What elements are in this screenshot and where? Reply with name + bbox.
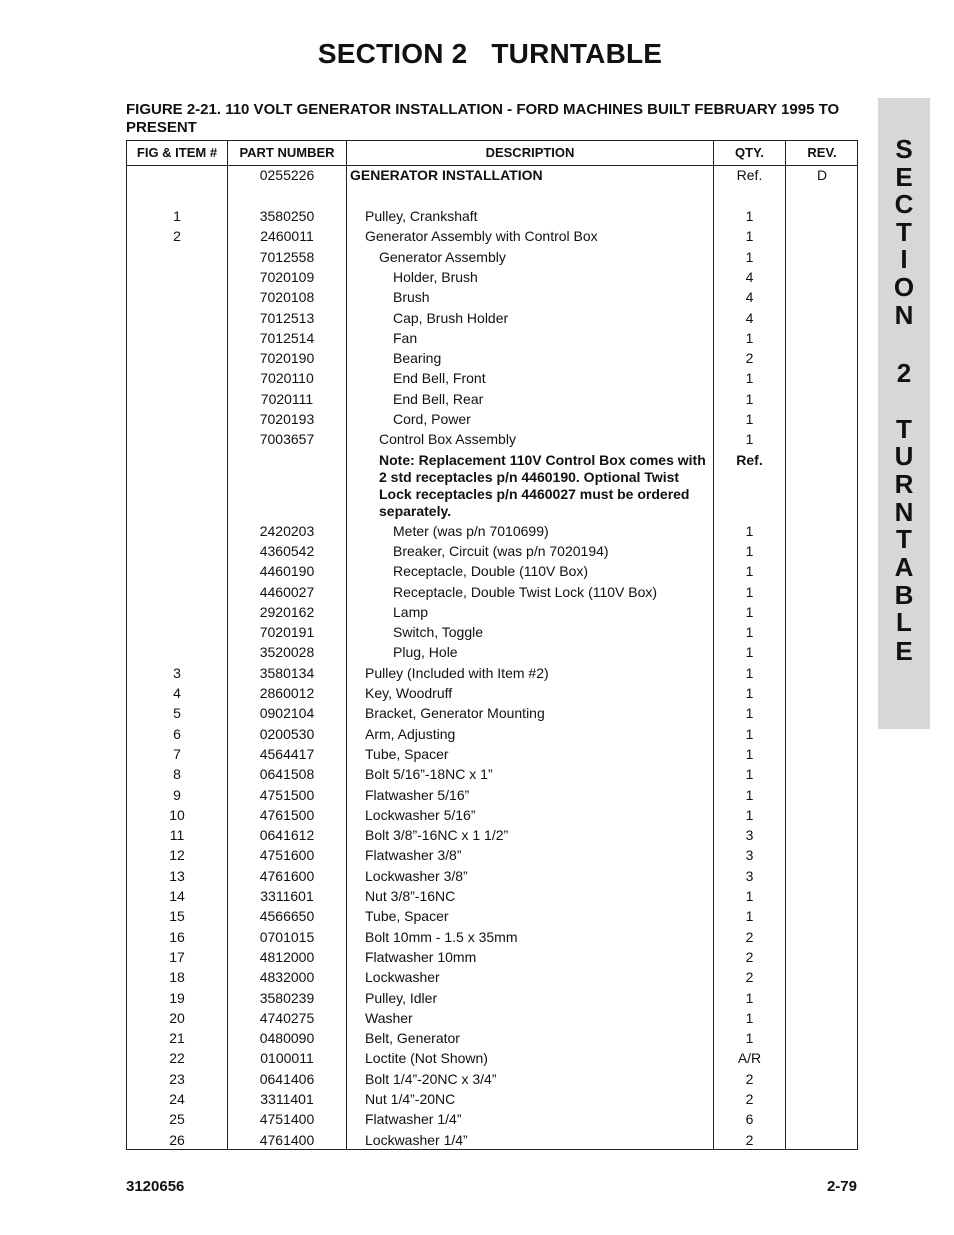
qty-cell: 1: [745, 685, 754, 701]
fig-item-cell: 8: [173, 766, 181, 783]
description-cell: Tube, Spacer: [365, 745, 449, 762]
fig-item-cell: 16: [169, 928, 185, 945]
page-number: 2-79: [826, 1178, 857, 1195]
fig-item-cell: 15: [169, 908, 185, 925]
qty-cell: 2: [745, 1131, 754, 1148]
fig-item-cell: 1: [173, 208, 181, 224]
part-number-cell: 4751500: [259, 786, 315, 803]
qty-cell: 1: [745, 603, 754, 620]
part-number-cell: 3311601: [260, 888, 314, 904]
description-cell: Lockwasher: [365, 969, 440, 986]
description-cell: End Bell, Front: [393, 370, 486, 387]
description-cell: Pulley (Included with Item #2): [365, 664, 549, 681]
description-cell: Receptacle, Double Twist Lock (110V Box): [393, 583, 658, 600]
document-number: 3120656: [126, 1178, 185, 1195]
qty-cell: 1: [745, 248, 754, 265]
column-header-qty: QTY.: [735, 145, 764, 160]
description-cell: Arm, Adjusting: [365, 725, 456, 742]
description-cell: Meter (was p/n 7010699): [393, 522, 549, 539]
part-number-cell: 7003657: [259, 431, 315, 448]
side-tab-letter: E: [895, 162, 913, 192]
part-number-cell: 2460011: [260, 228, 314, 245]
description-cell: Nut 1/4”-20NC: [365, 1091, 456, 1107]
part-number-cell: 4812000: [259, 948, 315, 965]
qty-cell: 1: [745, 786, 754, 803]
description-cell: Breaker, Circuit (was p/n 7020194): [393, 542, 609, 559]
qty-cell: 1: [745, 664, 754, 681]
fig-item-cell: 24: [169, 1091, 185, 1107]
qty-cell: 1: [745, 1030, 754, 1047]
part-number-cell: 4460027: [259, 583, 315, 600]
part-number-cell: 4360542: [259, 542, 315, 559]
description-cell: Control Box Assembly: [379, 431, 516, 448]
fig-item-cell: 4: [173, 685, 181, 701]
side-tab-letter: A: [894, 552, 914, 582]
description-cell: Key, Woodruff: [365, 685, 453, 701]
description-cell: Bearing: [393, 350, 442, 367]
qty-cell: A/R: [737, 1050, 762, 1067]
fig-item-cell: 26: [169, 1131, 185, 1148]
qty-cell: 4: [745, 268, 754, 285]
description-cell: Flatwasher 3/8”: [365, 847, 462, 864]
description-cell: Flatwasher 10mm: [365, 948, 477, 965]
description-cell: End Bell, Rear: [393, 390, 484, 407]
description-cell: Belt, Generator: [365, 1030, 460, 1047]
qty-cell: Ref.: [736, 451, 763, 468]
part-number-cell: 7020108: [259, 289, 315, 306]
column-divider: [346, 141, 347, 1149]
description-cell: Lamp: [393, 603, 429, 620]
qty-cell: 1: [745, 725, 754, 742]
side-tab-letter: T: [896, 217, 912, 247]
side-tab-letter: N: [894, 497, 914, 527]
fig-item-cell: 14: [169, 888, 185, 904]
side-tab-letter: C: [894, 189, 914, 219]
section-side-tab: [878, 98, 930, 729]
part-number-cell: 3580239: [259, 989, 315, 1006]
fig-item-cell: 25: [169, 1111, 185, 1128]
part-number-cell: 4566650: [259, 908, 315, 925]
qty-cell: 3: [745, 827, 754, 844]
parts-table: [126, 140, 858, 1150]
description-cell: Brush: [393, 289, 430, 306]
fig-item-cell: 6: [173, 725, 181, 742]
side-tab-letter: O: [893, 272, 915, 302]
qty-cell: 1: [745, 888, 754, 904]
description-cell: Plug, Hole: [393, 644, 458, 661]
fig-item-cell: 19: [169, 989, 185, 1006]
column-divider: [785, 141, 786, 1149]
qty-cell: 1: [745, 542, 754, 559]
qty-cell: 2: [745, 948, 754, 965]
column-header-description: DESCRIPTION: [485, 145, 575, 160]
side-tab-letter: B: [894, 580, 914, 610]
side-tab-letter: T: [896, 414, 912, 444]
part-number-cell: 4460190: [259, 563, 315, 580]
description-cell: Bolt 3/8”-16NC x 1 1/2”: [365, 827, 509, 844]
part-number-cell: 2920162: [259, 603, 315, 620]
fig-item-cell: 7: [173, 745, 181, 762]
part-number-cell: 0641508: [259, 766, 315, 783]
description-cell: Cord, Power: [393, 411, 471, 427]
side-tab-letter: S: [895, 134, 913, 164]
description-cell: Fan: [393, 329, 418, 346]
description-cell: Lockwasher 5/16”: [365, 806, 476, 823]
column-header-fig-item: FIG & ITEM #: [136, 145, 218, 160]
table-header-row: [127, 141, 857, 166]
part-number-cell: 3311401: [260, 1091, 314, 1107]
description-cell: Flatwasher 1/4”: [365, 1111, 462, 1128]
part-number-cell: 7012513: [259, 309, 315, 326]
part-number-cell: 7020191: [259, 624, 315, 641]
qty-cell: 2: [745, 928, 754, 945]
part-number-cell: 3580250: [259, 208, 315, 224]
part-number-cell: 7012514: [259, 329, 315, 346]
part-number-cell: 7012558: [259, 248, 315, 265]
side-tab-letter: N: [894, 300, 914, 330]
part-number-cell: 4761600: [259, 867, 315, 884]
qty-cell: 1: [745, 745, 754, 762]
qty-cell: 1: [745, 228, 754, 245]
fig-item-cell: 21: [169, 1030, 185, 1047]
part-number-cell: 0902104: [259, 705, 315, 722]
part-number-cell: 4740275: [259, 1009, 315, 1026]
description-cell: Pulley, Idler: [365, 989, 438, 1006]
side-tab-letter: I: [900, 244, 908, 274]
qty-cell: 1: [745, 411, 754, 427]
description-cell: Switch, Toggle: [393, 624, 484, 641]
side-tab-letter: R: [894, 469, 914, 499]
part-number-cell: 4751400: [259, 1111, 315, 1128]
qty-cell: 1: [745, 431, 754, 448]
side-tab-letter: E: [895, 636, 913, 666]
description-cell: Flatwasher 5/16”: [365, 786, 470, 803]
part-number-cell: 4761400: [259, 1131, 315, 1148]
description-cell: Generator Assembly: [379, 248, 506, 265]
figure-caption: FIGURE 2-21. 110 VOLT GENERATOR INSTALLATION - FORD MACHINES BUILT FEBRUARY 1995 TO PRESENT: [126, 101, 840, 136]
fig-item-cell: 13: [169, 867, 185, 884]
qty-cell: 1: [745, 522, 754, 539]
description-cell: Tube, Spacer: [365, 908, 449, 925]
rev-cell: D: [816, 167, 828, 183]
qty-cell: 4: [745, 289, 754, 306]
page-title: SECTION 2 TURNTABLE: [317, 38, 663, 69]
qty-cell: 1: [745, 208, 754, 224]
part-number-cell: 3580134: [259, 664, 315, 681]
fig-item-cell: 10: [169, 806, 185, 823]
qty-cell: 1: [745, 806, 754, 823]
fig-item-cell: 17: [169, 948, 185, 965]
qty-cell: 1: [745, 1009, 754, 1026]
qty-cell: 6: [745, 1111, 754, 1128]
part-number-cell: 7020111: [260, 390, 314, 407]
description-cell: Lockwasher 3/8”: [365, 867, 468, 884]
qty-cell: 1: [745, 908, 754, 925]
side-tab-letter: U: [894, 441, 914, 471]
description-cell: Bolt 5/16”-18NC x 1”: [365, 766, 493, 783]
part-number-cell: 3520028: [259, 644, 315, 661]
qty-cell: 2: [745, 1070, 754, 1087]
description-cell: Bracket, Generator Mounting: [365, 705, 545, 722]
side-tab-letter: T: [896, 524, 912, 554]
qty-cell: 1: [745, 989, 754, 1006]
part-number-cell: 0641612: [259, 827, 315, 844]
qty-cell: Ref.: [736, 167, 763, 183]
part-number-cell: 7020109: [259, 268, 315, 285]
qty-cell: 3: [745, 847, 754, 864]
qty-cell: 1: [745, 624, 754, 641]
part-number-cell: 0200530: [259, 725, 315, 742]
description-cell: Loctite (Not Shown): [365, 1050, 488, 1067]
fig-item-cell: 9: [173, 786, 181, 803]
part-number-cell: 4751600: [259, 847, 315, 864]
part-number-cell: 4832000: [259, 969, 315, 986]
side-tab-letter: 2: [896, 358, 912, 388]
part-number-cell: 0701015: [259, 928, 315, 945]
part-number-cell: 7020193: [259, 411, 315, 427]
fig-item-cell: 23: [169, 1070, 185, 1087]
description-cell: GENERATOR INSTALLATION: [350, 167, 543, 183]
fig-item-cell: 2: [173, 228, 181, 245]
part-number-cell: 0480090: [259, 1030, 315, 1047]
qty-cell: 1: [745, 583, 754, 600]
description-cell: Lockwasher 1/4”: [365, 1131, 468, 1148]
fig-item-cell: 22: [169, 1050, 185, 1067]
qty-cell: 1: [745, 563, 754, 580]
qty-cell: 1: [745, 329, 754, 346]
part-number-cell: 0255226: [259, 167, 315, 183]
fig-item-cell: 18: [169, 969, 185, 986]
qty-cell: 2: [745, 350, 754, 367]
qty-cell: 2: [745, 969, 754, 986]
qty-cell: 1: [745, 644, 754, 661]
description-cell: Cap, Brush Holder: [393, 309, 509, 326]
description-cell: Bolt 1/4”-20NC x 3/4”: [365, 1070, 497, 1087]
qty-cell: 3: [745, 867, 754, 884]
description-cell: Pulley, Crankshaft: [365, 208, 478, 224]
qty-cell: 1: [745, 370, 754, 387]
part-number-cell: 7020110: [260, 370, 314, 387]
part-number-cell: 7020190: [259, 350, 315, 367]
description-cell: Nut 3/8”-16NC: [365, 888, 456, 904]
description-cell: Generator Assembly with Control Box: [365, 228, 598, 245]
side-tab-letter: L: [896, 607, 912, 637]
description-cell: Holder, Brush: [393, 268, 478, 285]
fig-item-cell: 5: [173, 705, 181, 722]
part-number-cell: 2420203: [259, 522, 315, 539]
part-number-cell: 0100011: [260, 1050, 314, 1067]
part-number-cell: 0641406: [259, 1070, 315, 1087]
part-number-cell: 4564417: [259, 745, 315, 762]
part-number-cell: 2860012: [259, 685, 315, 701]
description-cell: Receptacle, Double (110V Box): [393, 563, 589, 580]
description-cell: Washer: [365, 1009, 413, 1026]
fig-item-cell: 11: [169, 827, 185, 844]
qty-cell: 4: [745, 309, 754, 326]
fig-item-cell: 12: [169, 847, 185, 864]
qty-cell: 1: [745, 390, 754, 407]
note-cell: Note: Replacement 110V Control Box comes with 2 std receptacles p/n 4460190. Optional Twist Lock receptacles p/n 4460027 must be ordered separately.: [379, 451, 706, 519]
column-header-rev: REV.: [807, 145, 837, 160]
part-number-cell: 4761500: [259, 806, 315, 823]
fig-item-cell: 3: [173, 664, 181, 681]
qty-cell: 2: [745, 1091, 754, 1107]
qty-cell: 1: [745, 705, 754, 722]
description-cell: Bolt 10mm - 1.5 x 35mm: [365, 928, 518, 945]
column-header-part-number: PART NUMBER: [239, 145, 335, 160]
qty-cell: 1: [745, 766, 754, 783]
fig-item-cell: 20: [169, 1009, 185, 1026]
